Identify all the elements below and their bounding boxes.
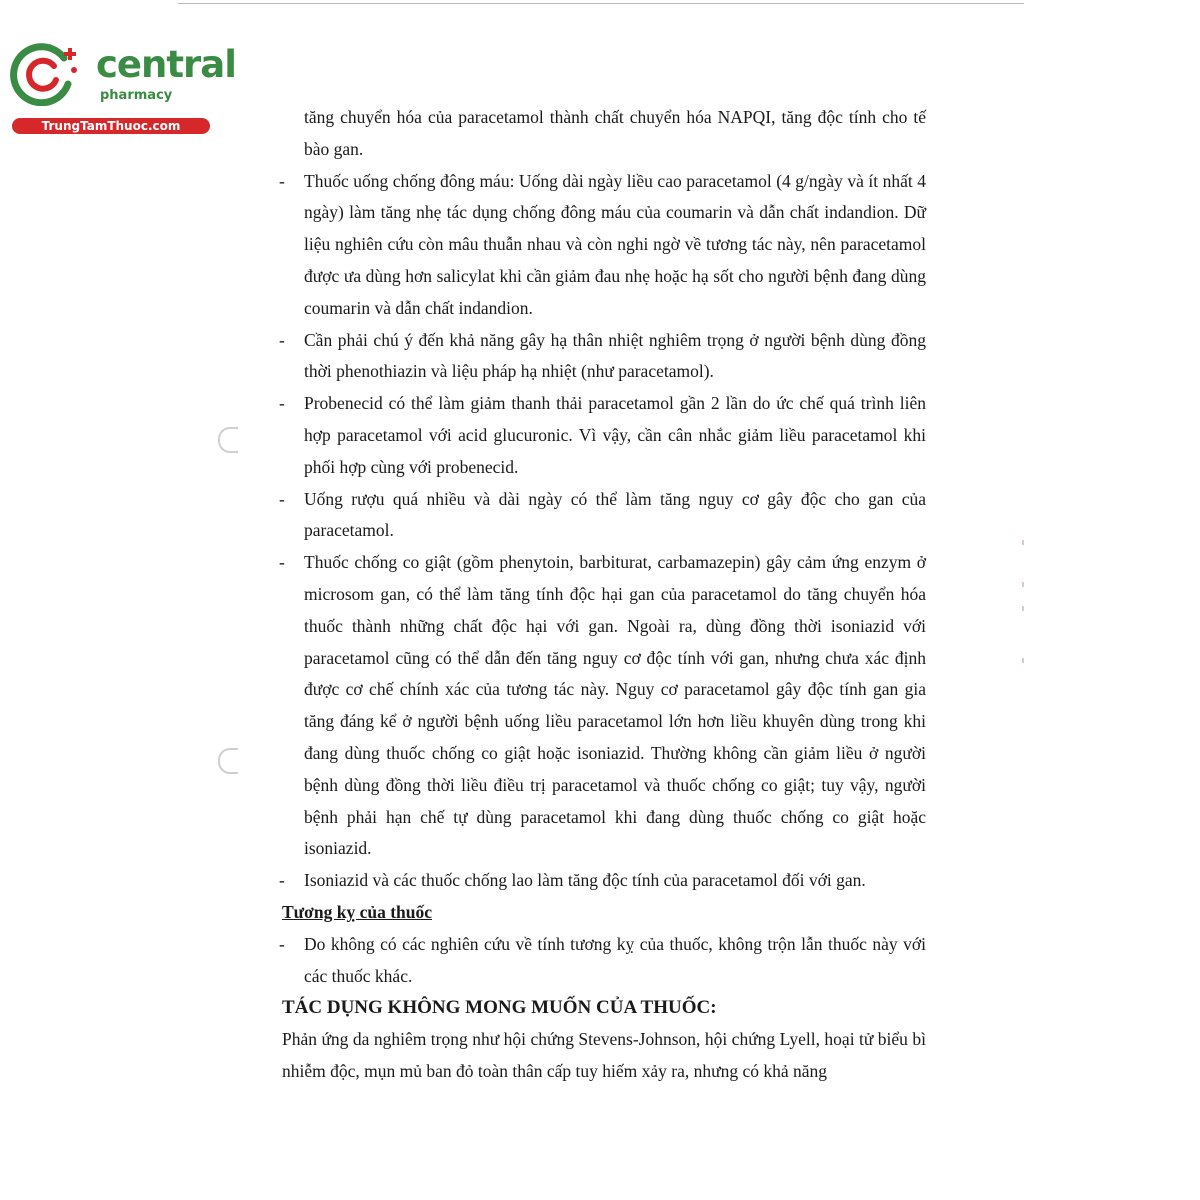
- list-item: [279, 484, 926, 548]
- bullet-dash: -: [279, 870, 285, 891]
- interaction-list: [279, 166, 926, 897]
- central-pharmacy-logo-icon: [10, 38, 82, 106]
- interaction-text: Thuốc uống chống đông máu: Uống dài ngày liều cao paracetamol (4 g/ngày và ít nhất 4 ngày) làm tăng nhẹ tác dụng chống đông máu của coumarin và dẫn chất indandion. Dữ liệu nghiên cứu còn mâu thuẫn nhau và còn nghi ngờ về tương tác này, nên paracetamol được ưa dùng hơn salicylat khi cần giảm đau nhẹ hoặc hạ sốt cho người bệnh đang dùng coumarin và dẫn chất indandion.: [304, 170, 926, 318]
- page-top-rule: [178, 3, 1024, 4]
- adverse-effects-text: Phản ứng da nghiêm trọng như hội chứng Stevens-Johnson, hội chứng Lyell, hoại tử biểu bì nhiễm độc, mụn mủ ban đỏ toàn thân cấp tuy hiếm xảy ra, nhưng có khả năng: [282, 1029, 926, 1081]
- punch-hole-mark: [218, 748, 238, 774]
- interaction-text: Isoniazid và các thuốc chống lao làm tăng độc tính của paracetamol đối với gan.: [304, 870, 866, 891]
- central-pharmacy-logo[interactable]: [10, 38, 236, 138]
- bullet-dash: -: [279, 329, 285, 350]
- adverse-effects-heading: TÁC DỤNG KHÔNG MONG MUỐN CỦA THUỐC:: [282, 997, 717, 1019]
- list-item: [279, 325, 926, 389]
- incompatibility-text: Do không có các nghiên cứu về tính tương kỵ của thuốc, không trộn lẫn thuốc này với các thuốc khác.: [304, 933, 926, 986]
- interaction-text: Probenecid có thể làm giảm thanh thải paracetamol gần 2 lần do ức chế quá trình liên hợp paracetamol với acid glucuronic. Vì vậy, cần cân nhắc giảm liều paracetamol khi phối hợp cùng với probenecid.: [304, 393, 926, 477]
- list-item: [279, 388, 926, 483]
- bullet-dash: -: [279, 552, 285, 573]
- scan-specks: [1020, 540, 1028, 680]
- interaction-text: Thuốc chống co giật (gồm phenytoin, barbiturat, carbamazepin) gây cảm ứng enzym ở microsom gan, có thể làm tăng tính độc hại gan của paracetamol do tăng chuyển hóa thuốc thành những chất độc hại với gan. Ngoài ra, dùng đồng thời isoniazid với paracetamol cũng có thể dẫn đến tăng nguy cơ độc tính với gan, nhưng chưa xác định được cơ chế chính xác của tương tác này. Nguy cơ paracetamol gây độc tính gan gia tăng đáng kể ở người bệnh uống liều paracetamol lớn hơn liều khuyên dùng trong khi đang dùng thuốc chống co giật hoặc isoniazid. Thường không cần giảm liều ở người bệnh dùng đồng thời liều điều trị paracetamol và thuốc chống co giật; tuy vậy, người bệnh phải hạn chế tự dùng paracetamol khi đang dùng thuốc chống co giật hoặc isoniazid.: [304, 552, 926, 859]
- document-body: [279, 102, 926, 1088]
- brand-name: central: [96, 43, 236, 86]
- bullet-dash: -: [279, 933, 285, 954]
- interaction-text: Uống rượu quá nhiều và dài ngày có thể làm tăng nguy cơ gây độc cho gan của paracetamol.: [304, 488, 926, 541]
- bullet-dash: -: [279, 488, 285, 509]
- bullet-dash: -: [279, 393, 285, 414]
- brand-url-badge[interactable]: TrungTamThuoc.com: [12, 118, 210, 134]
- bullet-dash: -: [279, 170, 285, 191]
- punch-hole-mark: [218, 427, 238, 453]
- list-item: [279, 547, 926, 865]
- incompatibility-heading: Tương kỵ của thuốc: [282, 901, 433, 922]
- interaction-text: Cần phải chú ý đến khả năng gây hạ thân nhiệt nghiêm trọng ở người bệnh dùng đồng thời phenothiazin và liệu pháp hạ nhiệt (như paracetamol).: [304, 329, 926, 382]
- list-item: [279, 865, 926, 897]
- brand-tagline: pharmacy: [100, 88, 173, 103]
- list-item: [279, 166, 926, 325]
- intro-continuation: tăng chuyển hóa của paracetamol thành chất chuyển hóa NAPQI, tăng độc tính cho tế bào gan.: [304, 107, 926, 159]
- list-item: [279, 929, 926, 993]
